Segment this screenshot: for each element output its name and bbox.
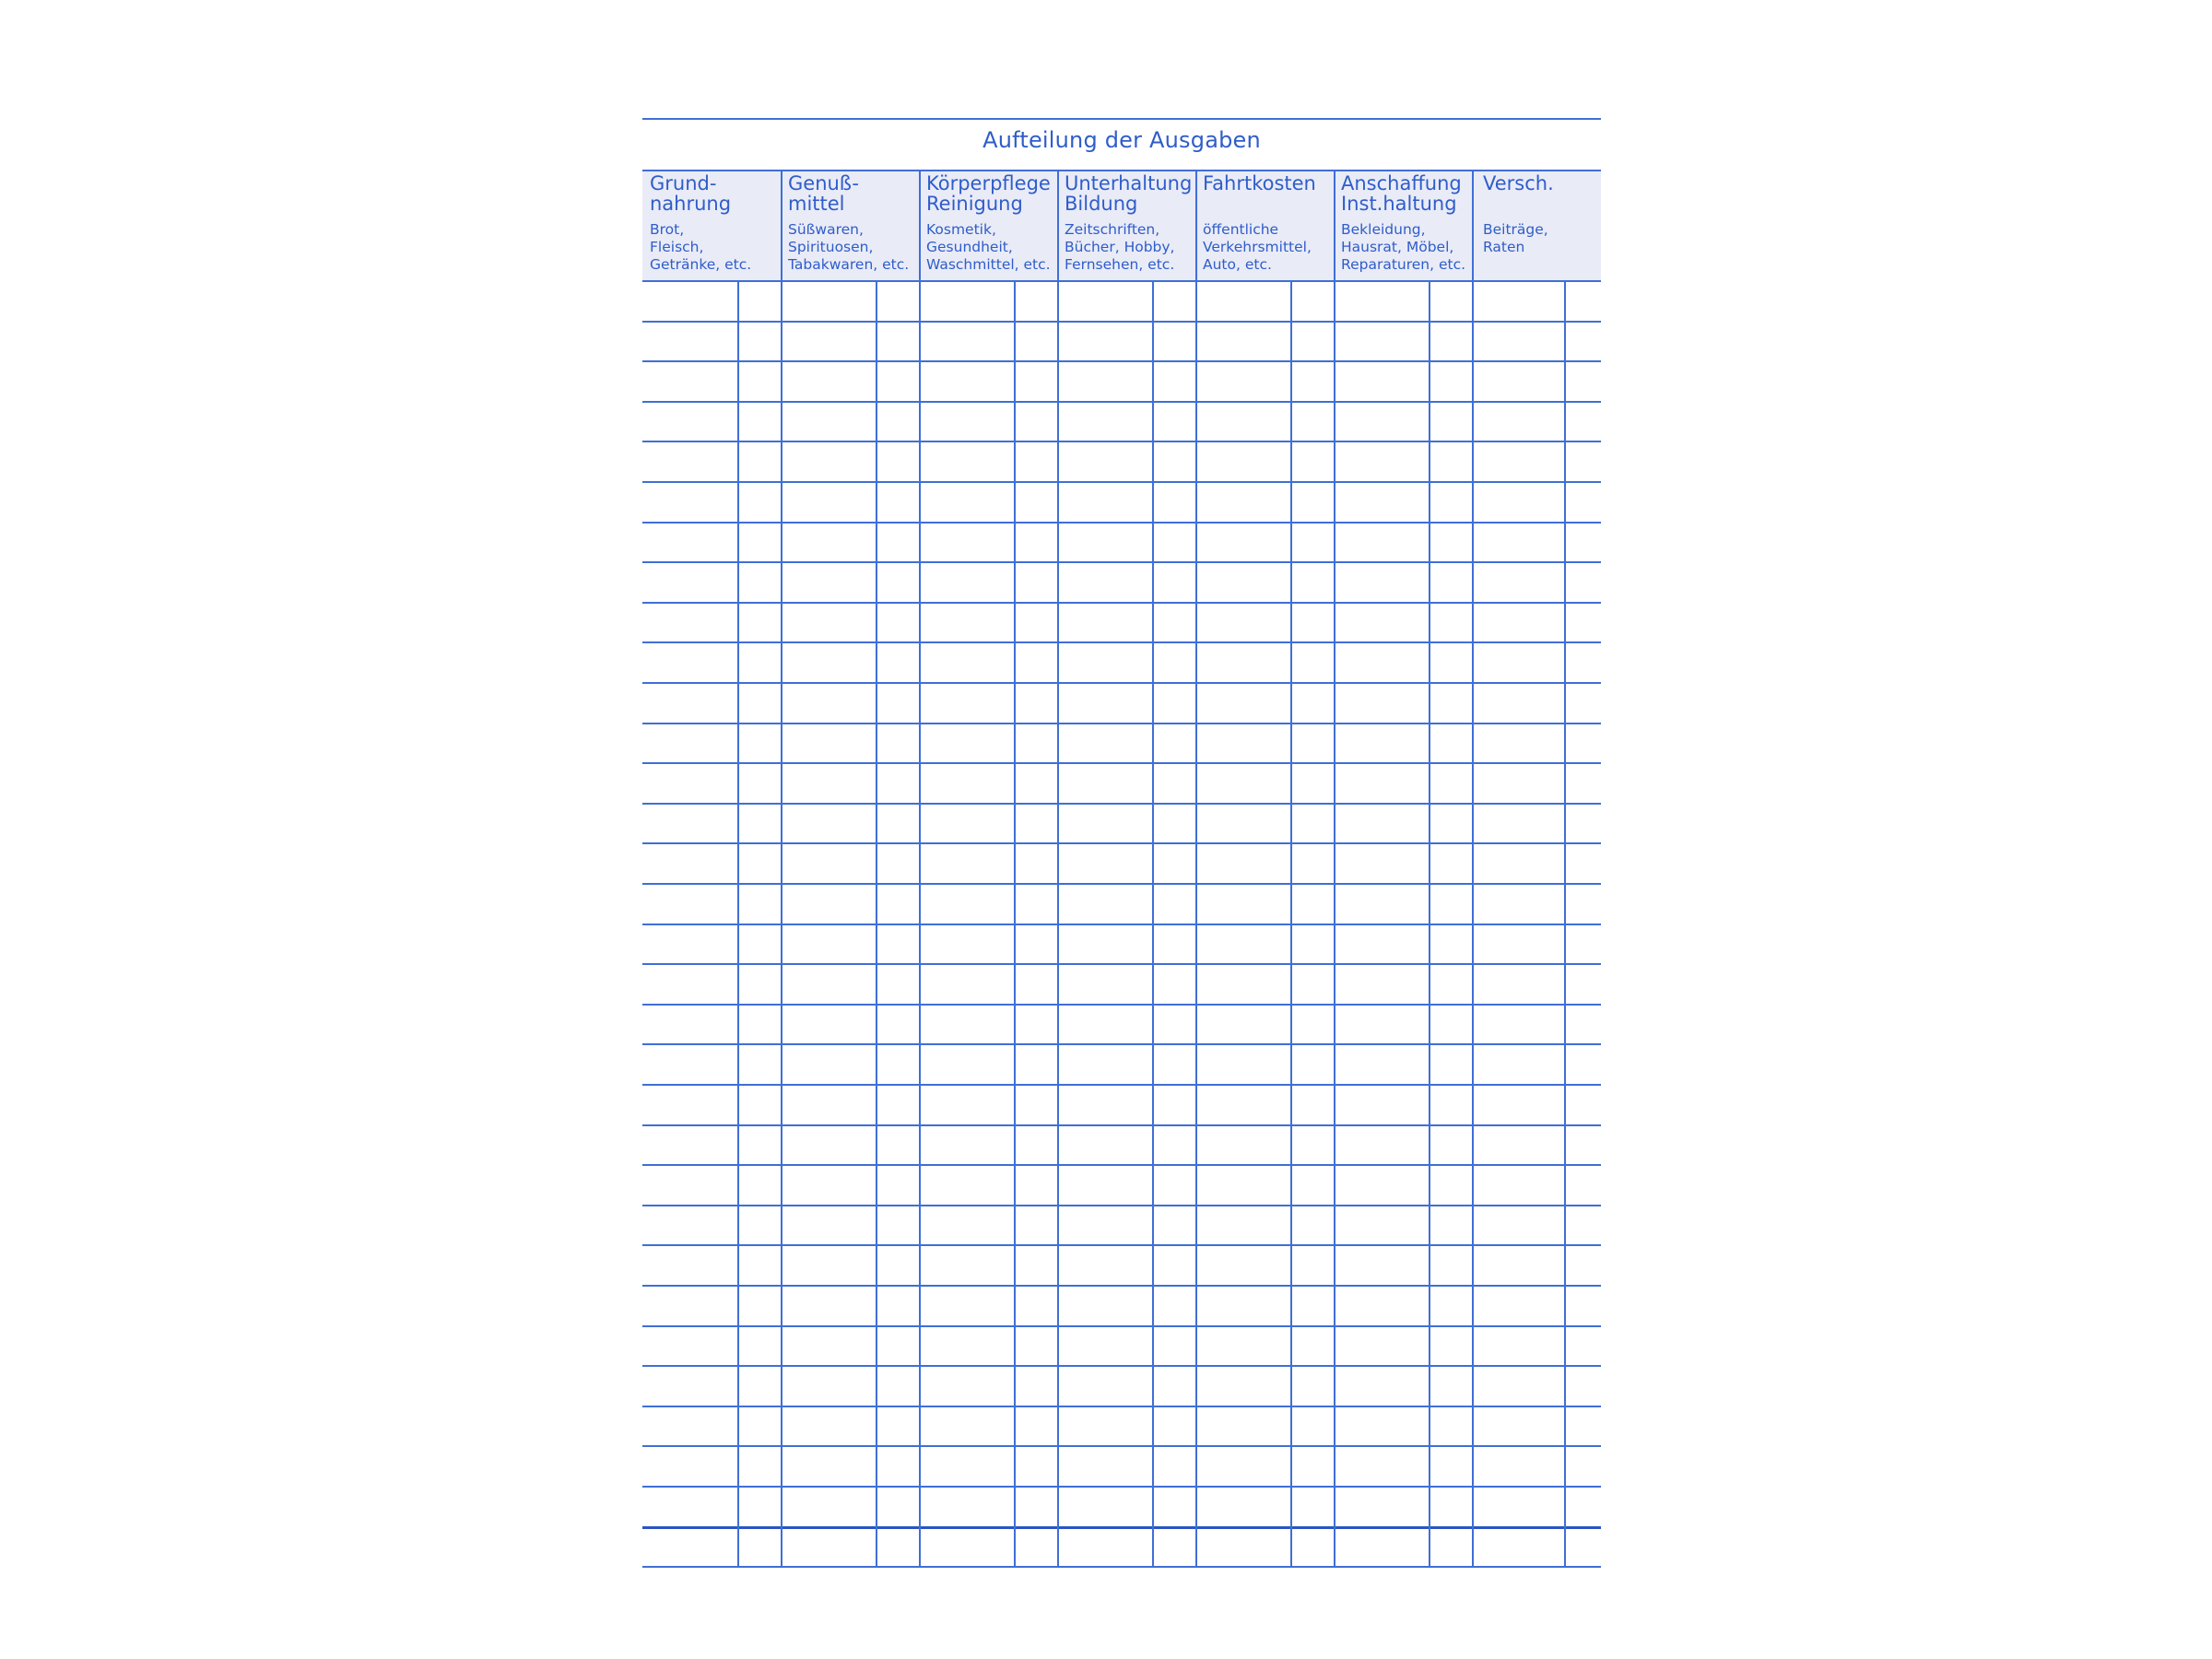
cents-divider	[876, 280, 877, 1566]
entry-row-rule	[642, 682, 1601, 684]
cents-divider	[1564, 280, 1566, 1566]
entry-row-rule	[642, 1004, 1601, 1006]
column-divider	[1195, 170, 1197, 1566]
entry-row-rule	[642, 963, 1601, 965]
entry-row-rule	[642, 641, 1601, 643]
column-header-unterhaltung	[1057, 171, 1195, 280]
column-examples: Kosmetik, Gesundheit, Waschmittel, etc.	[926, 221, 1051, 273]
column-examples: Beiträge, Raten	[1483, 221, 1548, 255]
entry-row-rule	[642, 883, 1601, 885]
entry-row-rule	[642, 803, 1601, 805]
entry-row-rule	[642, 842, 1601, 844]
column-divider	[1057, 170, 1059, 1566]
column-divider	[1334, 170, 1335, 1566]
column-title: Unterhaltung Bildung	[1065, 172, 1193, 215]
column-examples: Brot, Fleisch, Getränke, etc.	[650, 221, 752, 273]
entry-row-rule	[642, 602, 1601, 604]
total-rule	[642, 1526, 1601, 1529]
entry-row-rule	[642, 924, 1601, 925]
column-title: Körperpflege Reinigung	[926, 172, 1051, 215]
top-rule	[642, 118, 1601, 120]
cents-divider	[1014, 280, 1016, 1566]
column-examples: Bekleidung, Hausrat, Möbel, Reparaturen, etc.	[1341, 221, 1466, 273]
entry-row-rule	[642, 1124, 1601, 1126]
cents-divider	[1429, 280, 1430, 1566]
entry-row-rule	[642, 1325, 1601, 1327]
entry-row-rule	[642, 1365, 1601, 1367]
entry-row-rule	[642, 1164, 1601, 1166]
entry-row-rule	[642, 561, 1601, 563]
column-title: Grund- nahrung	[650, 172, 732, 215]
column-divider	[1472, 170, 1474, 1566]
column-header-verschiedenes	[1472, 171, 1601, 280]
entry-row-rule	[642, 1043, 1601, 1045]
cents-divider	[1290, 280, 1292, 1566]
column-header-anschaffung	[1334, 171, 1472, 280]
column-examples: öffentliche Verkehrsmittel, Auto, etc.	[1203, 221, 1312, 273]
expense-breakdown-sheet	[642, 118, 1601, 1565]
column-header-fahrtkosten	[1195, 171, 1334, 280]
column-header-grundnahrung	[642, 171, 781, 280]
entry-row-rule	[642, 441, 1601, 442]
entry-row-rule	[642, 1445, 1601, 1447]
entry-row-rule	[642, 360, 1601, 362]
entry-row-rule	[642, 1406, 1601, 1407]
cents-divider	[737, 280, 739, 1566]
cents-divider	[1152, 280, 1154, 1566]
form-title: Aufteilung der Ausgaben	[982, 127, 1261, 153]
column-title: Versch.	[1483, 172, 1554, 194]
entry-row-rule	[642, 762, 1601, 764]
column-title: Fahrtkosten	[1203, 172, 1316, 194]
column-examples: Zeitschriften, Bücher, Hobby, Fernsehen, etc.	[1065, 221, 1175, 273]
column-header-koerperpflege	[919, 171, 1057, 280]
entry-row-rule	[642, 1205, 1601, 1206]
entry-row-rule	[642, 1084, 1601, 1086]
entry-row-rule	[642, 1566, 1601, 1568]
entry-row-rule	[642, 522, 1601, 524]
column-divider	[919, 170, 921, 1566]
entry-row-rule	[642, 723, 1601, 724]
entry-row-rule	[642, 1244, 1601, 1246]
header-bottom-rule	[642, 280, 1601, 282]
column-divider	[781, 170, 782, 1566]
entry-row-rule	[642, 481, 1601, 483]
column-title: Anschaffung Inst.haltung	[1341, 172, 1462, 215]
column-examples: Süßwaren, Spirituosen, Tabakwaren, etc.	[788, 221, 910, 273]
column-title: Genuß- mittel	[788, 172, 860, 215]
entry-row-rule	[642, 321, 1601, 323]
entry-row-rule	[642, 1285, 1601, 1287]
entry-row-rule	[642, 1486, 1601, 1488]
entry-row-rule	[642, 401, 1601, 403]
column-header-genussmittel	[781, 171, 919, 280]
